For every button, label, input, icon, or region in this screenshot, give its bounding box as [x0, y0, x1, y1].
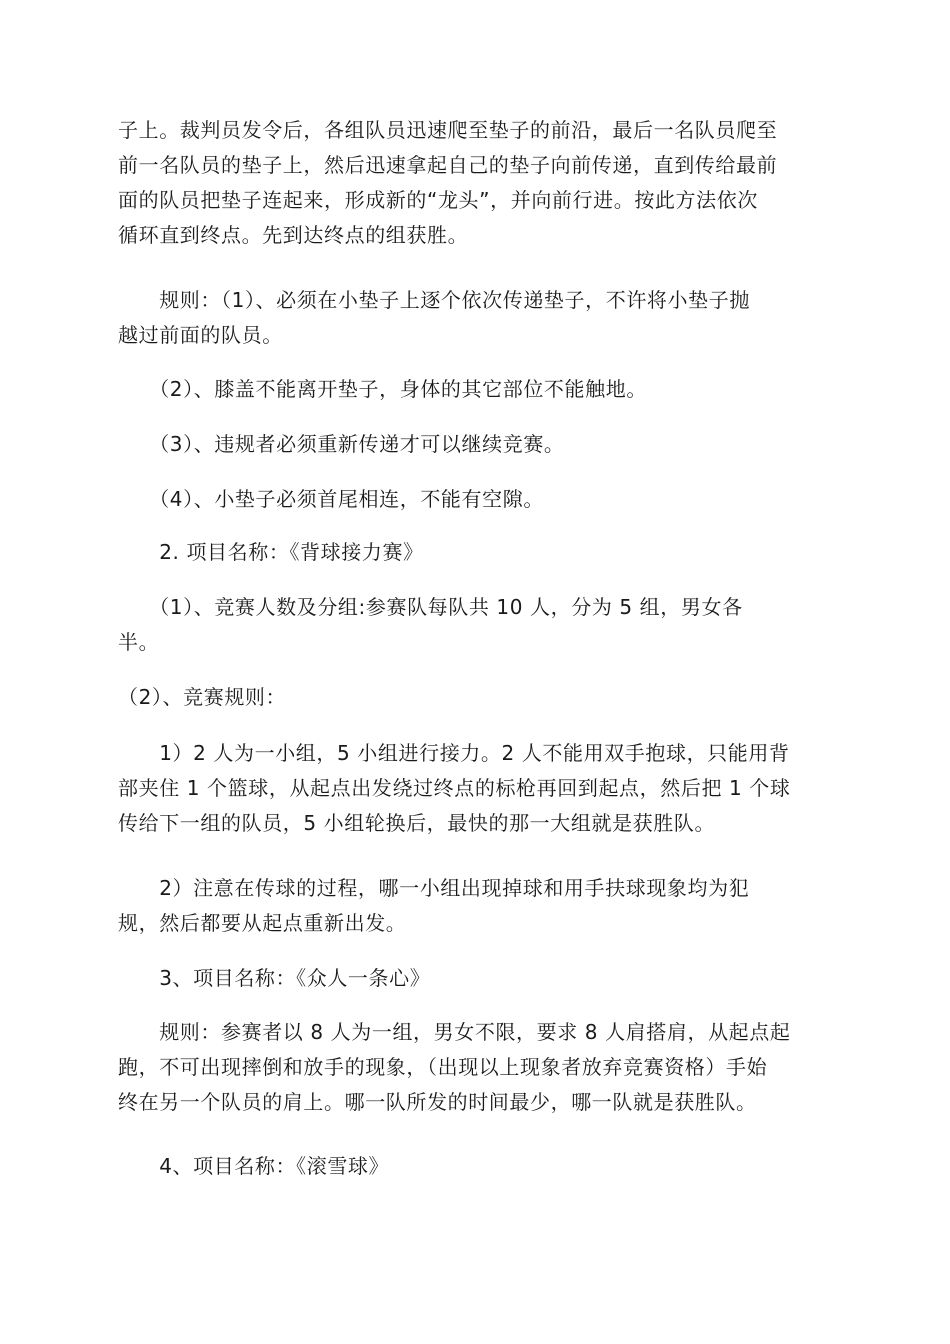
text-line: 4、项目名称：《滚雪球》: [118, 1154, 390, 1178]
text-line: （2）、膝盖不能离开垫子，身体的其它部位不能触地。: [118, 377, 647, 401]
text-line: 规则：（1）、必须在小垫子上逐个依次传递垫子，不许将小垫子抛: [118, 288, 750, 312]
text-line: 前一名队员的垫子上，然后迅速拿起自己的垫子向前传递，直到传给最前: [118, 153, 778, 177]
text-line: 2. 项目名称：《背球接力赛》: [118, 540, 424, 564]
paragraph-relay-rule-2: [118, 871, 834, 941]
section-heading-2: [118, 535, 834, 570]
text-line: 半。: [118, 630, 160, 654]
text-line: 3、项目名称：《众人一条心》: [118, 966, 431, 990]
text-line: 循环直到终点。先到达终点的组获胜。: [118, 223, 469, 247]
text-line: 规，然后都要从起点重新出发。: [118, 911, 407, 935]
text-line: 传给下一组的队员，5 小组轮换后，最快的那一大组就是获胜队。: [118, 811, 716, 835]
text-line: 跑，不可出现摔倒和放手的现象，（出现以上现象者放弃竞赛资格）手始: [118, 1055, 768, 1079]
section-heading-4: [118, 1149, 834, 1184]
text-line: 终在另一个队员的肩上。哪一队所发的时间最少，哪一队就是获胜队。: [118, 1090, 757, 1114]
text-line: 2）注意在传球的过程，哪一小组出现掉球和用手扶球现象均为犯: [118, 876, 750, 900]
text-line: 面的队员把垫子连起来，形成新的“龙头”，并向前行进。按此方法依次: [118, 188, 758, 212]
section-heading-3: [118, 961, 834, 996]
paragraph-participants: [118, 590, 834, 660]
text-line: （1）、竞赛人数及分组:参赛队每队共 10 人，分为 5 组，男女各: [118, 595, 743, 619]
paragraph-rule-2: [118, 372, 834, 407]
text-line: 子上。裁判员发令后，各组队员迅速爬至垫子的前沿，最后一名队员爬至: [118, 118, 778, 142]
text-line: （2）、竞赛规则：: [118, 685, 287, 709]
text-line: （4）、小垫子必须首尾相连，不能有空隙。: [118, 487, 544, 511]
paragraph-rule-1: [118, 283, 834, 353]
text-line: （3）、违规者必须重新传递才可以继续竞赛。: [118, 432, 565, 456]
text-line: 部夹住 1 个篮球，从起点出发绕过终点的标枪再回到起点，然后把 1 个球: [118, 776, 791, 800]
text-line: 规则：参赛者以 8 人为一组，男女不限，要求 8 人肩搭肩，从起点起: [118, 1020, 791, 1044]
paragraph-unity-rules: [118, 1015, 834, 1120]
paragraph-rule-4: [118, 482, 834, 517]
paragraph-game-procedure: [118, 113, 834, 253]
paragraph-rule-3: [118, 427, 834, 462]
paragraph-relay-rule-1: [118, 736, 834, 841]
text-line: 越过前面的队员。: [118, 323, 283, 347]
paragraph-competition-rules: [118, 680, 834, 715]
text-line: 1）2 人为一小组，5 小组进行接力。2 人不能用双手抱球，只能用背: [118, 741, 790, 765]
